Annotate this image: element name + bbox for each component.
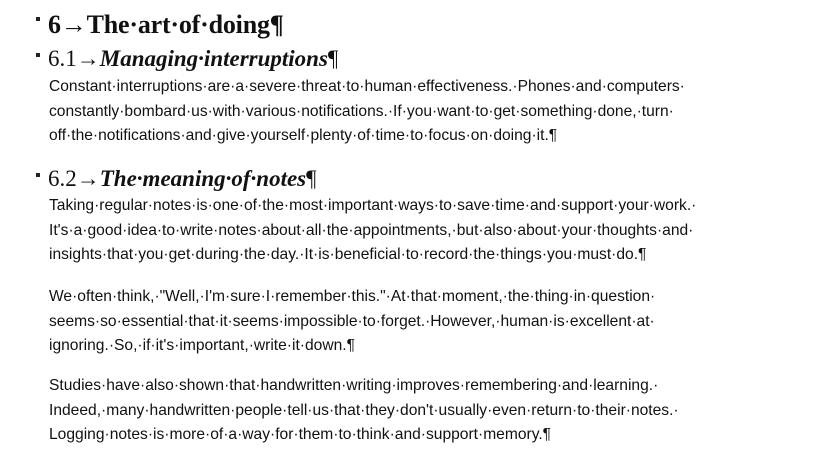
heading-2-meaning-of-notes[interactable] [36,166,317,192]
heading-title: The·meaning·of·notes [99,166,307,191]
pilcrow-mark: ¶ [306,166,317,191]
paragraph-mark-bullet [36,173,40,177]
body-paragraph[interactable]: Taking·regular·notes·is·one·of·the·most·important·ways·to·save·time·and·support·your·work.· It's·a·good·idea·to·write·notes·about·all·the·appointments,·but·also·about·your·thoughts·and· insights·that·you·get·during·the·day.·It·is·beneficial·to·record·the·things·you·must·do.¶ [49,197,697,263]
heading-1-text: 6→The·art·of·doing¶ [48,10,284,39]
body-paragraph[interactable]: We·often·think,·"Well,·I'm·sure·I·remember·this."·At·that·moment,·the·thing·in·question· seems·so·essential·that·it·seems·impossible·to·forget.·However,·human·is·excellent·at· ignoring.·So,·if·it's·important,·write·it·down.¶ [49,288,656,354]
heading-number: 6.2→ [48,166,100,191]
heading-1[interactable] [36,10,284,40]
body-paragraph[interactable]: Studies·have·also·shown·that·handwritten·writing·improves·remembering·and·learning.· Indeed,·many·handwritten·people·tell·us·that·they·don't·usually·even·return·to·their·notes.· Logging·notes·is·more·of·a·way·for·them·to·think·and·support·memory.¶ [49,377,679,443]
pilcrow-mark: ¶ [327,46,339,71]
paragraph-mark-bullet [36,53,40,57]
heading-2-managing-interruptions[interactable] [36,46,338,72]
heading-number: 6.1→ [48,46,100,71]
body-paragraph[interactable]: Constant·interruptions·are·a·severe·threat·to·human·effectiveness.·Phones·and·computers· constantly·bombard·us·with·various·notifications.·If·you·want·to·get·something·done,·turn· off·the·notifications·and·give·yourself·plenty·of·time·to·focus·on·doing·it.¶ [49,78,685,144]
heading-title: Managing·interruptions [99,46,328,71]
paragraph-mark-bullet [36,17,40,21]
